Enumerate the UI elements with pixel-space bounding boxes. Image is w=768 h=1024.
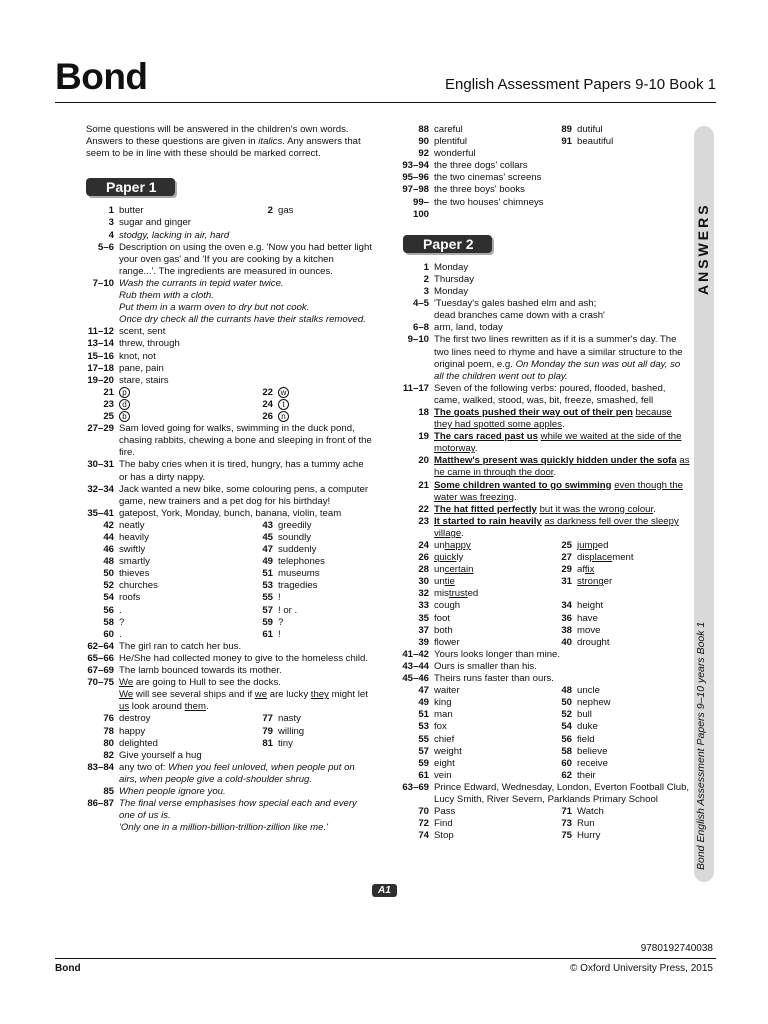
answer-row: 83–84 any two of: When you feel unloved, when people put on airs, when people give a cold-shoulder shrug.: [87, 761, 355, 785]
answer-row: 45–46 Theirs runs faster than ours.: [402, 673, 554, 685]
answer-row: 80 delighted 81 tiny: [103, 737, 293, 749]
answer-row: 35–41 gatepost, York, Monday, bunch, banana, violin, team: [87, 507, 342, 519]
answer-row: 93–94 the three dogs' collars: [402, 160, 528, 172]
answer-row: 15–16 knot, not: [87, 350, 156, 362]
answer-row: 23 It started to rain heavily as darkness fell over the sleepy village.: [418, 515, 679, 539]
answer-row: 72 Find 73 Run: [418, 818, 595, 830]
answer-row: 7–10 Wash the currants in tepid water twice. Rub them with a cloth. Put them in a warm oven to dry but not cook. Once dry check all the currants have their stalks removed.: [92, 277, 366, 326]
footer-brand: Bond: [55, 963, 81, 974]
answer-row: 19–20 stare, stairs: [87, 374, 169, 386]
answer-row: 21 p 22 w: [58, 387, 373, 399]
column-left: [58, 124, 373, 834]
answer-row: 41–42 Yours looks longer than mine.: [402, 648, 561, 660]
answer-row: 2 Thursday: [423, 273, 474, 285]
answer-row: 70 Pass 71 Watch: [418, 806, 604, 818]
answer-row: 5–6 Description on using the oven e.g. 'Now you had better light your oven gas' and 'If you are cooking by a kitchen range...'. The ingredients are measured in ounces.: [97, 241, 373, 277]
answer-row: 60 . 61 !: [103, 628, 281, 640]
answer-row: 82 Give yourself a hug: [103, 749, 202, 761]
answer-row: 4–5 'Tuesday's gales bashed elm and ash; dead branches came down with a crash': [412, 298, 605, 322]
answer-row: 33 cough 34 height: [418, 600, 604, 612]
answer-row: 23 d 24 t: [58, 399, 373, 411]
paper-2-heading: Paper 2: [403, 235, 492, 253]
answer-row: 46 swiftly 47 suddenly: [103, 544, 317, 556]
sidebar-answers-label: ANSWERS: [695, 202, 711, 295]
page-title: English Assessment Papers 9-10 Book 1: [445, 76, 716, 93]
answer-row: 27–29 Sam loved going for walks, swimming in the duck pond, chasing rabbits, chewing a bone and sleeping in front of the fire.: [87, 423, 372, 459]
footer-copyright: © Oxford University Press, 2015: [570, 963, 713, 974]
answer-row: 88 careful 89 dutiful: [418, 124, 603, 135]
answer-row: 9–10 The first two lines rewritten as if it is a summer's day. The two lines need to rhyme and have a similar structure to the original poem, e.g. On Monday the sun was out all day, so all the children went out to play.: [407, 334, 683, 382]
answer-row: 54 roofs 55 !: [103, 592, 281, 604]
answer-row: 99–100 the two houses' chimneys: [412, 196, 544, 220]
answer-row: 62–64 The girl ran to catch her bus.: [87, 640, 242, 652]
answer-row: 51 man 52 bull: [418, 709, 592, 721]
answer-row: 22 The hat fitted perfectly but it was the wrong colour.: [418, 503, 656, 515]
answer-row: 70–75 We are going to Hull to see the docks. We will see several ships and if we are lucky they might let us look around them.: [87, 677, 368, 713]
answer-row: 61 vein 62 their: [418, 769, 596, 781]
answer-row: 24 unhappy 25 jumped: [418, 540, 609, 551]
answer-row: 3 sugar and ginger: [108, 217, 192, 229]
answer-row: 56 . 57 ! or .: [103, 604, 298, 616]
answer-row: 1 Monday: [423, 261, 469, 273]
answer-row: 49 king 50 nephew: [418, 697, 611, 709]
answer-row: 20 Matthew's present was quickly hidden under the sofa as he came in through the door.: [418, 455, 690, 479]
answer-row: 67–69 The lamb bounced towards its mother.: [87, 665, 282, 677]
answer-row: 26 quickly 27 displacement: [418, 552, 634, 564]
answer-row: 3 Monday: [423, 286, 469, 298]
column-right: [399, 124, 691, 842]
answer-row: 30–31 The baby cries when it is tired, hungry, has a tummy ache or has a dirty nappy.: [87, 459, 364, 483]
answer-row: 30 untie 31 stronger: [418, 576, 613, 588]
answer-row: 17–18 pane, pain: [87, 362, 164, 374]
answer-row: 4 stodgy, lacking in air, hard: [108, 229, 230, 241]
answer-row: 43–44 Ours is smaller than his.: [402, 660, 537, 672]
answer-row: 32 mistrusted: [418, 588, 479, 600]
footer-rule: [55, 958, 716, 959]
answer-row: 39 flower 40 drought: [418, 636, 610, 648]
answer-row: 19 The cars raced past us while we waited at the side of the motorway.: [418, 431, 682, 455]
answer-row: 37 both 38 move: [418, 624, 601, 636]
answer-row: 1 butter 2 gas: [108, 205, 294, 217]
answer-row: 42 neatly 43 greedily: [103, 519, 312, 531]
answer-row: 25 b 26 n: [58, 411, 373, 423]
answer-row: 35 foot 36 have: [418, 612, 598, 624]
answer-row: 11–17 Seven of the following verbs: poured, flooded, bashed, came, walked, stood, was, bit, freeze, smashed, fell: [402, 382, 666, 406]
answer-row: 65–66 He/She had collected money to give to the homeless child.: [87, 652, 369, 664]
answer-row: 55 chief 56 field: [418, 733, 595, 745]
answer-row: 47 waiter 48 uncle: [418, 685, 600, 697]
answer-row: 92 wonderful: [418, 148, 476, 160]
answer-row: 32–34 Jack wanted a new bike, some colouring pens, a computer game, new trainers and a pet dog for his birthday!: [87, 483, 369, 507]
answer-row: 78 happy 79 willing: [103, 725, 305, 737]
answer-row: 6–8 arm, land, today: [412, 322, 503, 334]
answer-row: 28 uncertain 29 affix: [418, 564, 595, 576]
answer-row: 95–96 the two cinemas' screens: [402, 172, 542, 184]
answer-row: 63–69 Prince Edward, Wednesday, London, Everton Football Club, Lucy Smith, River Severn, Parklands Primary School: [402, 781, 690, 805]
intro-text: Some questions will be answered in the children's own words. Answers to these questions are given in italics. Any answers that seem to be in line with these should be marked correct.: [86, 124, 361, 160]
answer-row: 58 ? 59 ?: [103, 616, 284, 628]
answer-row: 44 heavily 45 soundly: [103, 532, 312, 543]
answer-row: 90 plentiful 91 beautiful: [418, 136, 614, 148]
answer-row: 13–14 threw, through: [87, 338, 180, 350]
answer-row: 59 eight 60 receive: [418, 757, 608, 769]
isbn: 9780192740038: [640, 943, 713, 954]
answer-row: 11–12 scent, sent: [87, 326, 166, 338]
answer-row: 52 churches 53 tragedies: [103, 580, 318, 592]
answer-row: 18 The goats pushed their way out of their pen because they had spotted some apples.: [418, 406, 672, 431]
header-rule: [55, 102, 716, 103]
answer-row: 57 weight 58 believe: [418, 745, 608, 757]
answer-row: 50 thieves 51 museums: [103, 568, 320, 580]
page-number-tab: A1: [372, 884, 397, 897]
brand-logo: Bond: [55, 56, 148, 97]
answer-row: 97–98 the three boys' books: [402, 184, 525, 196]
answer-row: 86–87 The final verse emphasises how special each and every one of us is. 'Only one in a million-billion-trillion-zillion like me.': [87, 798, 357, 834]
answer-row: 76 destroy 77 nasty: [103, 713, 301, 725]
answer-row: 21 Some children wanted to go swimming even though the water was freezing.: [418, 479, 684, 503]
answer-row: 85 When people ignore you.: [103, 785, 226, 797]
answer-row: 74 Stop 75 Hurry: [418, 830, 601, 842]
answer-row: 53 fox 54 duke: [418, 721, 598, 733]
answer-row: 48 smartly 49 telephones: [103, 556, 325, 568]
sidebar-book-title: Bond English Assessment Papers 9–10 years Book 1: [695, 621, 707, 870]
paper-1-heading: Paper 1: [86, 178, 175, 196]
